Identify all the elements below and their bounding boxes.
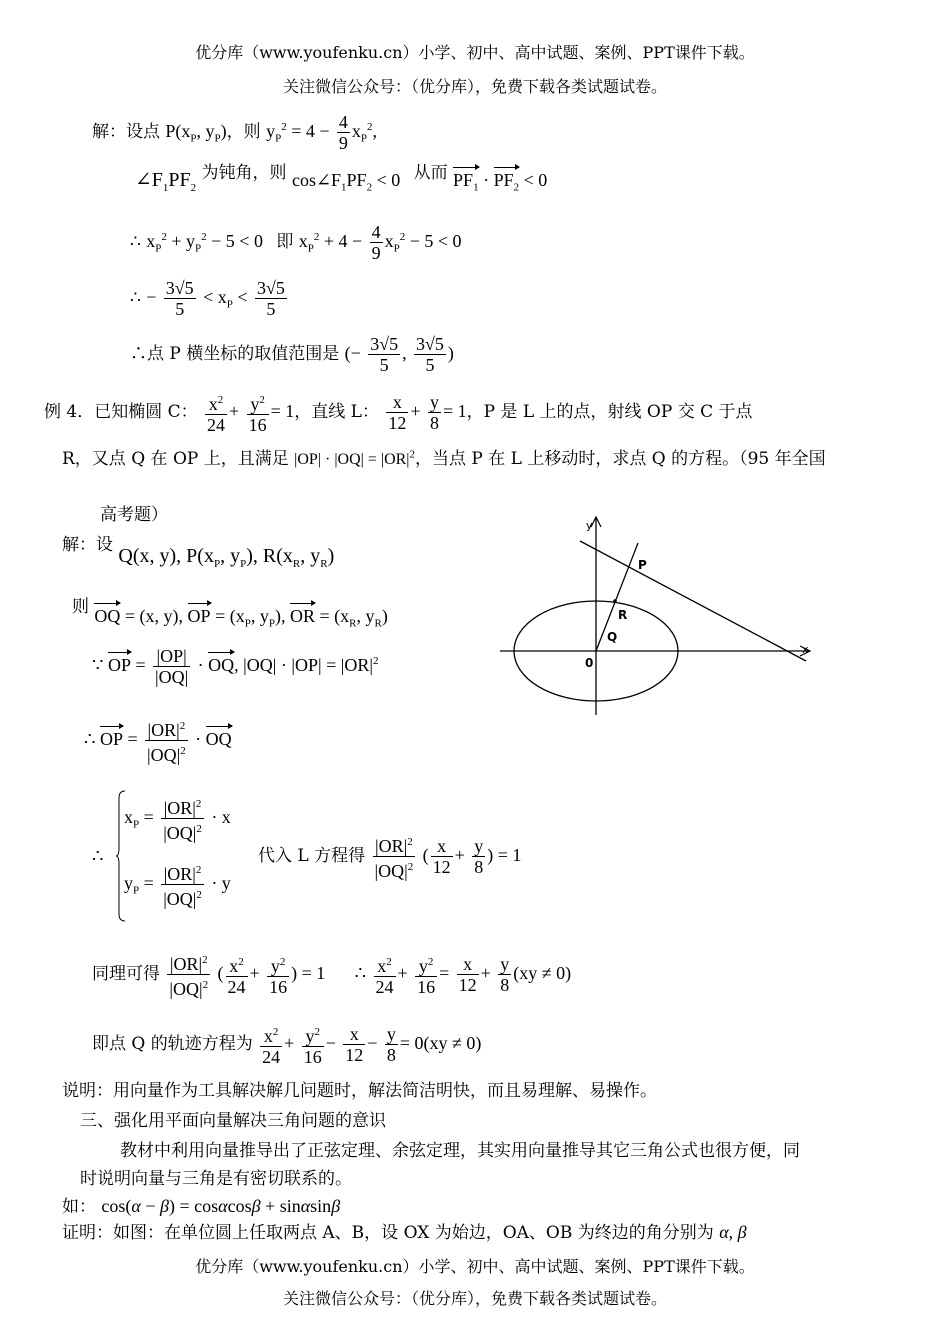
therefore-symbol: ∴ [92, 846, 104, 866]
solution4-line-4: ∴ OP = $\frac{|OR|^2}{|OQ|^2}$ · OQ [84, 716, 232, 765]
text: ∴ [130, 232, 141, 252]
ellipse-figure [496, 515, 820, 720]
example4-line-1: 例 4．已知椭圆 C： $\frac{x^2}{24}$ + $\frac{y^2}{16}$ = 1，直线 L： $\frac{x}{12}$ + $\frac{y}{8}$ = 1，P 是 L 上的点，射线 OP 交 C 于点 [44, 392, 753, 435]
text: 从而 [413, 163, 448, 183]
solution3-line-4: ∴ − $\frac{3√5}{5}$ < $x_P$ < $\frac{3√5}{5}$ [130, 278, 285, 319]
header-line-1: 优分库（www.youfenku.cn）小学、初中、高中试题、案例、PPT课件下载。 [195, 43, 755, 62]
example4-line-2: R，又点 Q 在 OP 上，且满足 $|OP| \cdot |OQ| = |OR|^2$，当点 P 在 L 上移动时，求点 Q 的方程。（95 年全国 [62, 448, 826, 469]
point-r [613, 599, 617, 603]
text: 即 [276, 232, 294, 252]
text: 解：设点 [92, 122, 160, 142]
solution4-line-1: 解：设 Q(x, y), $P(x_P$, $y_P$), $R(x_R$, $y_R$) [62, 535, 335, 570]
proof-line: 证明：如图：在单位圆上任取两点 A、B，设 OX 为始边，OA、OB 为终边的角分别为 α, β [62, 1222, 747, 1243]
section3-title: 三、强化用平面向量解决三角问题的意识 [80, 1111, 386, 1131]
text: 即点 Q 的轨迹方程为 [92, 1034, 253, 1054]
text: ，则 [226, 122, 261, 142]
example4-line-3: 高考题） [100, 505, 168, 525]
substitute-line: 代入 L 方程得 $\frac{|OR|^2}{|OQ|^2}$ ( $\frac{x}{12}$ + $\frac{y}{8}$ ) = 1 [258, 832, 521, 881]
solution3-line-2: $\angle F_1PF_2$ 为钝角，则 $\cos\angle F_1PF_2 < 0$ 从而 $PF_1 \cdot PF_2 < 0$ [135, 163, 548, 194]
text: 为钝角，则 [201, 163, 287, 183]
text: 则 [72, 597, 89, 617]
text: 代入 L 方程得 [258, 846, 366, 866]
label-y: y [586, 519, 593, 532]
solution4-line-2: 则 OQ = (x, y), OP = ($x_P$, $y_P$), OR = ($x_R$, $y_R$) [72, 597, 388, 630]
label-o: 0 [585, 656, 594, 670]
label-p: P [638, 558, 647, 572]
text: ∴ [130, 288, 141, 308]
section3-para-1: 教材中利用向量推导出了正弦定理、余弦定理，其实用向量推导其它三角公式也很方便，同 [120, 1141, 800, 1161]
solution4-line-3: ∵ OP = $\frac{|OP|}{|OQ|}$ · OQ, $|OQ| \cdot |OP| = |OR|^2$ [92, 646, 379, 687]
system-row-1: $x_P$ = $\frac{|OR|^2}{|OQ|^2}$ · x [124, 794, 231, 843]
locus-line: 即点 Q 的轨迹方程为 $\frac{x^2}{24}$ + $\frac{y^2}{16}$ − $\frac{x}{12}$ − $\frac{y}{8}$ = 0(xy ≠ 0) [92, 1024, 482, 1067]
solution3-line-3: ∴ $x_P^2 + y_P^2 - 5 < 0$ 即 $x_P^2 + 4$ − $\frac{4}{9}$ $x_P^2 - 5 < 0$ [130, 222, 462, 263]
identity-line: 如： cos(α − β) = cosαcosβ + sinαsinβ [62, 1196, 341, 1217]
text: 证明：如图：在单位圆上任取两点 A、B，设 OX 为始边，OA、OB 为终边的角分别为 [62, 1223, 714, 1243]
text: ，当点 P 在 L 上移动时，求点 Q 的方程。（95 年全国 [415, 449, 826, 469]
similarly-line: 同理可得 $\frac{|OR|^2}{|OQ|^2}$ ( $\frac{x^2}{24}$ + $\frac{y^2}{16}$ ) = 1 ∴ $\frac{x^2}{24}$ + $\frac{y^2}{16}$ = $\frac{x}{12}$ + $\frac{y}{8}$ (xy ≠ 0) [92, 950, 571, 999]
solution3-line-5: ∴点 P 横坐标的取值范围是 (− $\frac{3√5}{5}$ , $\frac{3√5}{5}$ ) [130, 334, 454, 375]
label-r: R [618, 608, 628, 622]
text: ，直线 L： [294, 402, 379, 422]
section3-para-2: 时说明向量与三角是有密切联系的。 [80, 1169, 352, 1189]
text: 例 4．已知椭圆 C： [44, 402, 198, 422]
text: ∴点 P 横坐标的取值范围是 [130, 344, 340, 364]
text: ，P 是 L 上的点，射线 OP 交 C 于点 [466, 402, 753, 422]
footer-line-2: 关注微信公众号：（优分库），免费下载各类试题试卷。 [282, 1289, 667, 1308]
system-row-2: $y_P$ = $\frac{|OR|^2}{|OQ|^2}$ · y [124, 860, 231, 909]
remark: 说明：用向量作为工具解决解几问题时，解法简洁明快，而且易理解、易操作。 [62, 1081, 657, 1101]
label-x: x [802, 643, 809, 656]
text: 如： [62, 1197, 96, 1217]
text: 同理可得 [92, 964, 160, 984]
header-line-2: 关注微信公众号：（优分库），免费下载各类试题试卷。 [282, 77, 667, 96]
text: 解：设 [62, 535, 113, 555]
text: R，又点 Q 在 OP 上，且满足 [62, 449, 289, 469]
footer-line-1: 优分库（www.youfenku.cn）小学、初中、高中试题、案例、PPT课件下载。 [195, 1257, 755, 1276]
solution3-line-1: 解：设点 $P(x_P$, $y_P$)，则 $y_P^2 = 4$ − $\frac{4}{9}$ $x_P^2$, [92, 112, 378, 153]
label-q: Q [607, 630, 618, 644]
